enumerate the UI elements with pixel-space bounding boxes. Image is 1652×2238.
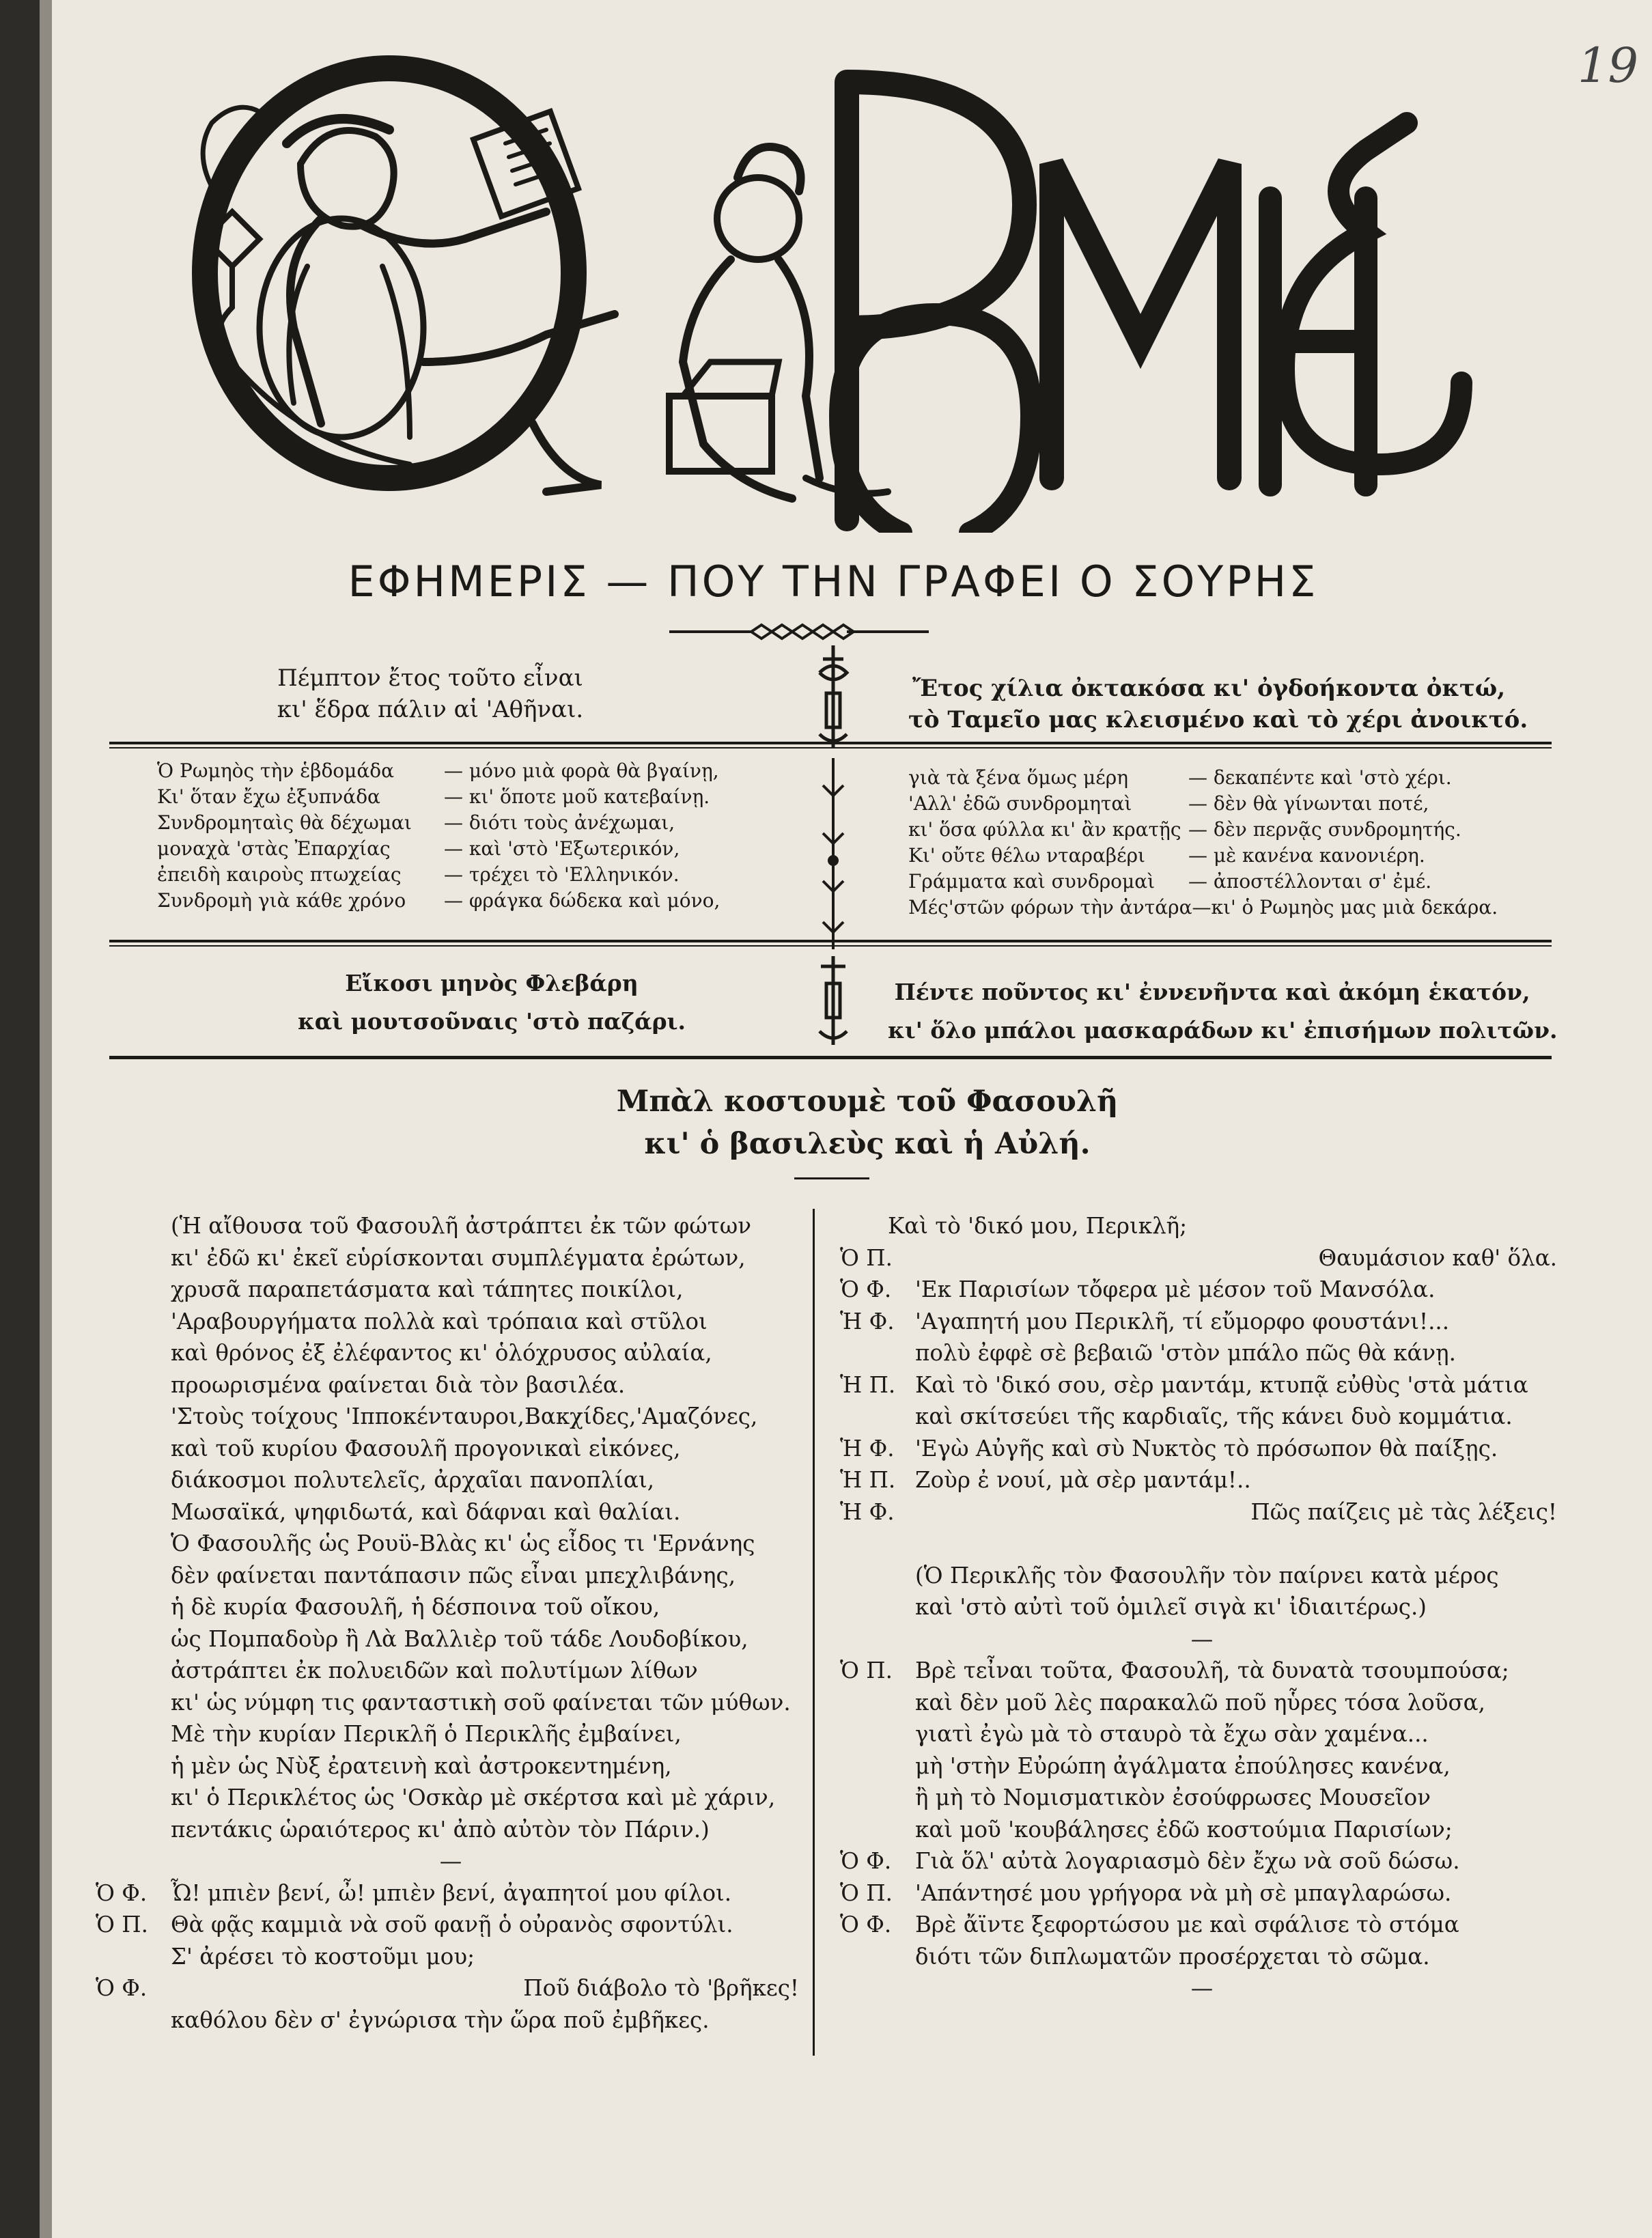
line-text: ἡ μὲν ὡς Νὺξ ἐρατεινὴ καὶ ἀστροκεντημένη,	[171, 1752, 672, 1779]
terms-item: Μές'στῶν φόρων τὴν ἀντάρα—κι' ὁ Ρωμηὸς μας μιὰ δεκάρα.	[908, 896, 1498, 919]
article-line	[840, 1560, 1564, 1592]
terms-value: — φράγκα δώδεκα καὶ μόνο,	[444, 889, 720, 912]
line-text: 'Στοὺς τοίχους 'Ιπποκένταυροι,Βακχίδες,'Αμαζόνες,	[171, 1403, 758, 1429]
article-line	[840, 1528, 1564, 1560]
article-line	[96, 1718, 806, 1750]
date-left-line: καὶ μουτσοῦναις 'στὸ παζάρι.	[298, 1008, 686, 1035]
line-text: κι' ὁ Περικλέτος ὡς 'Οσκὰρ μὲ σκέρτσα καὶ μὲ χάριν,	[171, 1785, 776, 1810]
terms-value: — ἀποστέλλονται σ' ἐμέ.	[1188, 870, 1432, 893]
line-text: δὲν φαίνεται παντάπασιν πῶς εἶναι μπεχλιβάνης,	[171, 1562, 736, 1589]
article-left-column	[96, 1210, 806, 2036]
article-right-column	[840, 1210, 1564, 2004]
article-line	[96, 1464, 806, 1496]
line-text: Θαυμάσιον καθ' ὅλα.	[1318, 1244, 1557, 1271]
title-rule	[794, 1177, 869, 1179]
article-title-line: κι' ὁ βασιλεὺς καὶ ἡ Αὐλή.	[644, 1127, 1091, 1161]
line-text: Ζοὺρ ἐ νουί, μὰ σὲρ μαντάμ!..	[915, 1467, 1251, 1493]
line-text: καθόλου δὲν σ' ἐγνώρισα τὴν ὥρα ποῦ ἐμβῆκες.	[171, 2006, 710, 2033]
terms-value: — τρέχει τὸ 'Ελληνικόν.	[444, 863, 680, 886]
line-text: χρυσᾶ παραπετάσματα καὶ τάπητες ποικίλοι,	[171, 1276, 684, 1302]
line-text: Σ' ἀρέσει τὸ κοστοῦμι μου;	[171, 1943, 475, 1970]
rule-1	[109, 742, 1552, 744]
article-line	[96, 1909, 806, 1941]
article-title	[478, 1080, 1257, 1165]
article-line	[840, 1306, 1564, 1338]
line-text: διότι τῶν διπλωματῶν προσέρχεται τὸ σῶμα.	[915, 1943, 1430, 1970]
line-text: Ποῦ διάβολο τὸ 'βρῆκες!	[523, 1975, 799, 2001]
page-number: 19	[1578, 38, 1639, 94]
article-line	[840, 1782, 1564, 1814]
masthead	[164, 41, 1530, 533]
speaker-label: Ἡ Φ.	[840, 1435, 895, 1461]
line-text: Γιὰ ὅλ' αὐτὰ λογαριασμὸ δὲν ἔχω νὰ σοῦ δώσω.	[915, 1848, 1460, 1874]
article-line	[96, 1655, 806, 1687]
article-line	[840, 1496, 1564, 1528]
article-line	[840, 1242, 1564, 1274]
letter-p-icon	[847, 82, 1024, 519]
date-left-line: Εἴκοσι μηνὸς Φλεβάρη	[345, 970, 639, 996]
terms-item: Κι' οὔτε θέλω νταραβέρι	[908, 844, 1146, 867]
terms-item: Ὁ Ρωμηὸς τὴν ἑβδομάδα	[157, 759, 395, 782]
speaker-label: Ὁ Π.	[840, 1657, 893, 1683]
terms-value: — καὶ 'στὸ 'Εξωτερικόν,	[444, 837, 680, 860]
line-text: κι' ὡς νύμφη τις φανταστικὴ σοῦ φαίνεται τῶν μύθων.	[171, 1689, 791, 1716]
line-text: —	[439, 1848, 462, 1874]
speaker-label: Ὁ Φ.	[96, 1975, 148, 2001]
article-line	[96, 1591, 806, 1623]
line-text: Πῶς παίζεις μὲ τὰς λέξεις!	[1250, 1498, 1557, 1525]
article-line	[840, 1274, 1564, 1306]
article-line	[840, 1718, 1564, 1750]
header-left	[219, 662, 642, 725]
line-text: Θὰ φᾷς καμμιὰ νὰ σοῦ φανῇ ὁ οὐρανὸς σφοντύλι.	[171, 1912, 733, 1938]
line-text: 'Εγὼ Αὐγῆς καὶ σὺ Νυκτὸς τὸ πρόσωπον θὰ παίξῃς.	[915, 1435, 1498, 1461]
terms-value: — κι' ὅποτε μοῦ κατεβαίνῃ.	[444, 785, 710, 808]
speaker-label: Ὁ Π.	[840, 1879, 893, 1906]
header-left-line: Πέμπτον ἔτος τοῦτο εἶναι	[277, 665, 583, 692]
line-text: προωρισμένα φαίνεται διὰ τὸν βασιλέα.	[171, 1371, 626, 1398]
line-text: πεντάκις ὡραιότερος κι' ἀπὸ αὐτὸν τὸν Πάριν.)	[171, 1816, 710, 1843]
line-text: 'Αραβουργήματα πολλὰ καὶ τρόπαια καὶ στῦλοι	[171, 1308, 708, 1334]
date-right	[888, 973, 1558, 1050]
flourish-ornament	[669, 618, 929, 645]
article-line	[840, 1655, 1564, 1687]
speaker-label: Ἡ Φ.	[840, 1308, 895, 1334]
article-line	[96, 1782, 806, 1814]
masthead-illustration	[164, 41, 1530, 533]
line-text: καὶ δὲν μοῦ λὲς παρακαλῶ ποῦ ηὗρες τόσα λοῦσα,	[915, 1689, 1485, 1716]
terms-item: 'Αλλ' ἐδῶ συνδρομηταὶ	[908, 792, 1132, 815]
speaker-label: Ὁ Φ.	[840, 1276, 892, 1302]
article-line	[96, 1877, 806, 1910]
line-text: —	[1190, 1625, 1214, 1652]
article-line	[840, 1591, 1564, 1623]
speaker-label: Ὁ Π.	[96, 1912, 148, 1938]
article-line	[840, 1972, 1564, 2004]
speaker-label: Ὁ Φ.	[96, 1879, 148, 1906]
article-line	[96, 1433, 806, 1465]
article-line	[96, 1369, 806, 1401]
article-line	[96, 1242, 806, 1274]
line-text: μὴ 'στὴν Εὐρώπη ἀγάλματα ἐπούλησες κανένα,	[915, 1752, 1451, 1779]
article-line	[96, 1845, 806, 1877]
article-line	[96, 1306, 806, 1338]
line-text: ἡ δὲ κυρία Φασουλῆ, ἡ δέσποινα τοῦ οἴκου,	[171, 1594, 660, 1620]
line-text: ἢ μὴ τὸ Νομισματικὸν ἐσούφρωσες Μουσεῖον	[915, 1785, 1431, 1810]
line-text: Βρὲ ἄϊντε ξεφορτώσου με καὶ σφάλισε τὸ στόμα	[915, 1912, 1459, 1938]
article-line	[96, 1560, 806, 1592]
line-text: 'Απάντησέ μου γρήγορα νὰ μὴ σὲ μπαγλαρώσω.	[915, 1879, 1452, 1906]
terms-item: μοναχὰ 'στὰς Ἐπαρχίας	[157, 837, 391, 860]
line-text: πολὺ ἐφφὲ σὲ βεβαιῶ 'στὸν μπάλο πῶς θὰ κάνῃ.	[915, 1340, 1456, 1366]
shoeshine-boy-icon	[717, 178, 799, 260]
letter-m-icon	[1052, 164, 1229, 478]
header-left-line: κι' ἕδρα πάλιν αἱ 'Αθῆναι.	[277, 696, 584, 723]
terms-value: — διότι τοὺς ἀνέχωμαι,	[444, 811, 675, 834]
line-text: Ὦ! μπιὲν βενί, ὦ! μπιὲν βενί, ἀγαπητοί μου φίλοι.	[171, 1879, 732, 1906]
rule-2	[109, 940, 1552, 942]
seated-man-icon	[300, 130, 394, 227]
column-ornament-mid	[813, 758, 854, 949]
line-text: Μὲ τὴν κυρίαν Περικλῆ ὁ Περικλῆς ἐμβαίνει,	[171, 1721, 682, 1747]
terms-value: — δεκαπέντε καὶ 'στὸ χέρι.	[1188, 766, 1452, 789]
line-text: Μωσαϊκά, ψηφιδωτά, καὶ δάφναι καὶ θαλίαι.	[171, 1498, 681, 1525]
letter-omega-icon	[840, 314, 1031, 533]
article-line	[840, 1687, 1564, 1719]
speaker-label: Ἡ Φ.	[840, 1498, 895, 1525]
article-line	[96, 1337, 806, 1369]
article-line	[96, 1941, 806, 1973]
line-text: κι' ἐδῶ κι' ἐκεῖ εὑρίσκονται συμπλέγματα ἐρώτων,	[171, 1244, 746, 1271]
rule-1b	[109, 747, 1552, 749]
line-text: καὶ θρόνος ἐξ ἐλέφαντος κι' ὁλόχρυσος αὐλαία,	[171, 1340, 712, 1366]
terms-item: Κι' ὅταν ἔχω ἐξυπνάδα	[157, 785, 380, 808]
article-line	[840, 1877, 1564, 1910]
article-line	[840, 1337, 1564, 1369]
date-left	[273, 964, 710, 1041]
line-text: διάκοσμοι πολυτελεῖς, ἀρχαῖαι πανοπλίαι,	[171, 1467, 655, 1493]
column-divider	[813, 1209, 815, 2056]
line-text: 'Αγαπητή μου Περικλῆ, τί εὔμορφο φουστάνι!...	[915, 1308, 1450, 1334]
subtitle: ΕΦΗΜΕΡΙΣ — ΠΟΥ ΤΗΝ ΓΡΑΦΕΙ Ο ΣΟΥΡΗΣ	[348, 557, 1319, 606]
article-line	[840, 1845, 1564, 1877]
terms-item: ἐπειδὴ καιροὺς πτωχείας	[157, 863, 402, 886]
header-right	[908, 673, 1528, 736]
article-line	[840, 1464, 1564, 1496]
speaker-label: Ἡ Π.	[840, 1467, 896, 1493]
book-binding-shadow	[40, 0, 52, 2238]
rule-2b	[109, 945, 1552, 947]
terms-value: — μὲ κανένα κανονιέρη.	[1188, 844, 1425, 867]
article-line	[840, 1909, 1564, 1941]
terms-item: γιὰ τὰ ξένα ὅμως μέρη	[908, 766, 1128, 789]
article-line	[96, 1814, 806, 1846]
article-line	[840, 1814, 1564, 1846]
article-line	[96, 1210, 806, 1242]
article-line	[96, 2004, 806, 2037]
column-ornament-bottom	[813, 956, 854, 1045]
article-line	[96, 1528, 806, 1560]
line-text: Βρὲ τεἶναι τοῦτα, Φασουλῆ, τὰ δυνατὰ τσουμπούσα;	[915, 1657, 1509, 1683]
book-binding-edge	[0, 0, 40, 2238]
article-line	[96, 1401, 806, 1433]
terms-value: — δὲν περνᾷς συνδρομητής.	[1188, 818, 1461, 841]
line-text: Καὶ τὸ 'δικό μου, Περικλῆ;	[888, 1213, 1188, 1239]
article-line	[840, 1210, 1564, 1242]
article-line	[96, 1750, 806, 1782]
article-line	[840, 1401, 1564, 1433]
line-text: Ὁ Φασουλῆς ὡς Ρουϋ-Βλὰς κι' ὡς εἶδος τι 'Ερνάνης	[171, 1530, 755, 1556]
line-text: καὶ σκίτσεύει τῆς καρδιαῖς, τῆς κάνει δυὸ κομμάτια.	[915, 1403, 1513, 1429]
line-text: καὶ τοῦ κυρίου Φασουλῆ προγονικαὶ εἰκόνες,	[171, 1435, 681, 1461]
article-line	[96, 1274, 806, 1306]
terms-item: Συνδρομὴ γιὰ κάθε χρόνο	[157, 889, 406, 912]
article-line	[840, 1369, 1564, 1401]
line-text: (Ἡ αἴθουσα τοῦ Φασουλῆ ἀστράπτει ἐκ τῶν φώτων	[171, 1213, 751, 1239]
header-right-line: τὸ Ταμεῖο μας κλεισμένο καὶ τὸ χέρι ἀνοικτό.	[908, 706, 1528, 733]
article-line	[96, 1623, 806, 1655]
terms-item: κι' ὅσα φύλλα κι' ἂν κρατῇς	[908, 818, 1181, 841]
line-text: καὶ 'στὸ αὐτὶ τοῦ ὁμιλεῖ σιγὰ κι' ἰδιαιτέρως.)	[915, 1594, 1427, 1620]
article-title-line: Μπὰλ κοστουμὲ τοῦ Φασουλῆ	[616, 1085, 1119, 1119]
column-ornament-top	[813, 645, 854, 748]
terms-value: — δὲν θὰ γίνωνται ποτέ,	[1188, 792, 1429, 815]
line-text: —	[1190, 1975, 1214, 2001]
article-line	[840, 1433, 1564, 1465]
line-text: 'Εκ Παρισίων τὄφερα μὲ μέσον τοῦ Μανσόλα.	[915, 1276, 1436, 1302]
speaker-label: Ὁ Φ.	[840, 1912, 892, 1938]
speaker-label: Ἡ Π.	[840, 1371, 896, 1398]
date-right-line: Πέντε ποῦντος κι' ἐννενῆντα καὶ ἀκόμη ἑκατόν,	[894, 979, 1530, 1005]
rule-3	[109, 1056, 1552, 1059]
terms-item: Συνδρομηταὶς θὰ δέχωμαι	[157, 811, 412, 834]
line-text: καὶ μοῦ 'κουβάλησες ἐδῶ κοστούμια Παρισίων;	[915, 1816, 1453, 1843]
article-line	[840, 1623, 1564, 1655]
line-text: ἀστράπτει ἐκ πολυειδῶν καὶ πολυτίμων λίθων	[171, 1657, 698, 1683]
article-line	[840, 1750, 1564, 1782]
article-line	[96, 1496, 806, 1528]
line-text: Καὶ τὸ 'δικό σου, σὲρ μαντάμ, κτυπᾷ εὐθὺς 'στὰ μάτια	[915, 1371, 1528, 1398]
header-right-line: Ἔτος χίλια ὀκτακόσα κι' ὀγδοήκοντα ὀκτώ,	[912, 675, 1506, 702]
speaker-label: Ὁ Φ.	[840, 1848, 892, 1874]
line-text: (Ὁ Περικλῆς τὸν Φασουλῆν τὸν παίρνει κατὰ μέρος	[915, 1562, 1499, 1589]
speaker-label: Ὁ Π.	[840, 1244, 893, 1271]
article-line	[96, 1687, 806, 1719]
terms-value: — μόνο μιὰ φορὰ θὰ βγαίνῃ,	[444, 759, 719, 782]
line-text: γιατὶ ἐγὼ μὰ τὸ σταυρὸ τὰ ἔχω σὰν χαμένα...	[915, 1721, 1429, 1747]
terms-item: Γράμματα καὶ συνδρομαὶ	[908, 870, 1156, 893]
line-text: ὡς Πομπαδοὺρ ἢ Λὰ Βαλλιὲρ τοῦ τάδε Λουδοβίκου,	[171, 1625, 748, 1652]
article-line	[96, 1972, 806, 2004]
date-right-line: κι' ὅλο μπάλοι μασκαράδων κι' ἐπισήμων πολιτῶν.	[888, 1017, 1558, 1044]
article-line	[840, 1941, 1564, 1973]
